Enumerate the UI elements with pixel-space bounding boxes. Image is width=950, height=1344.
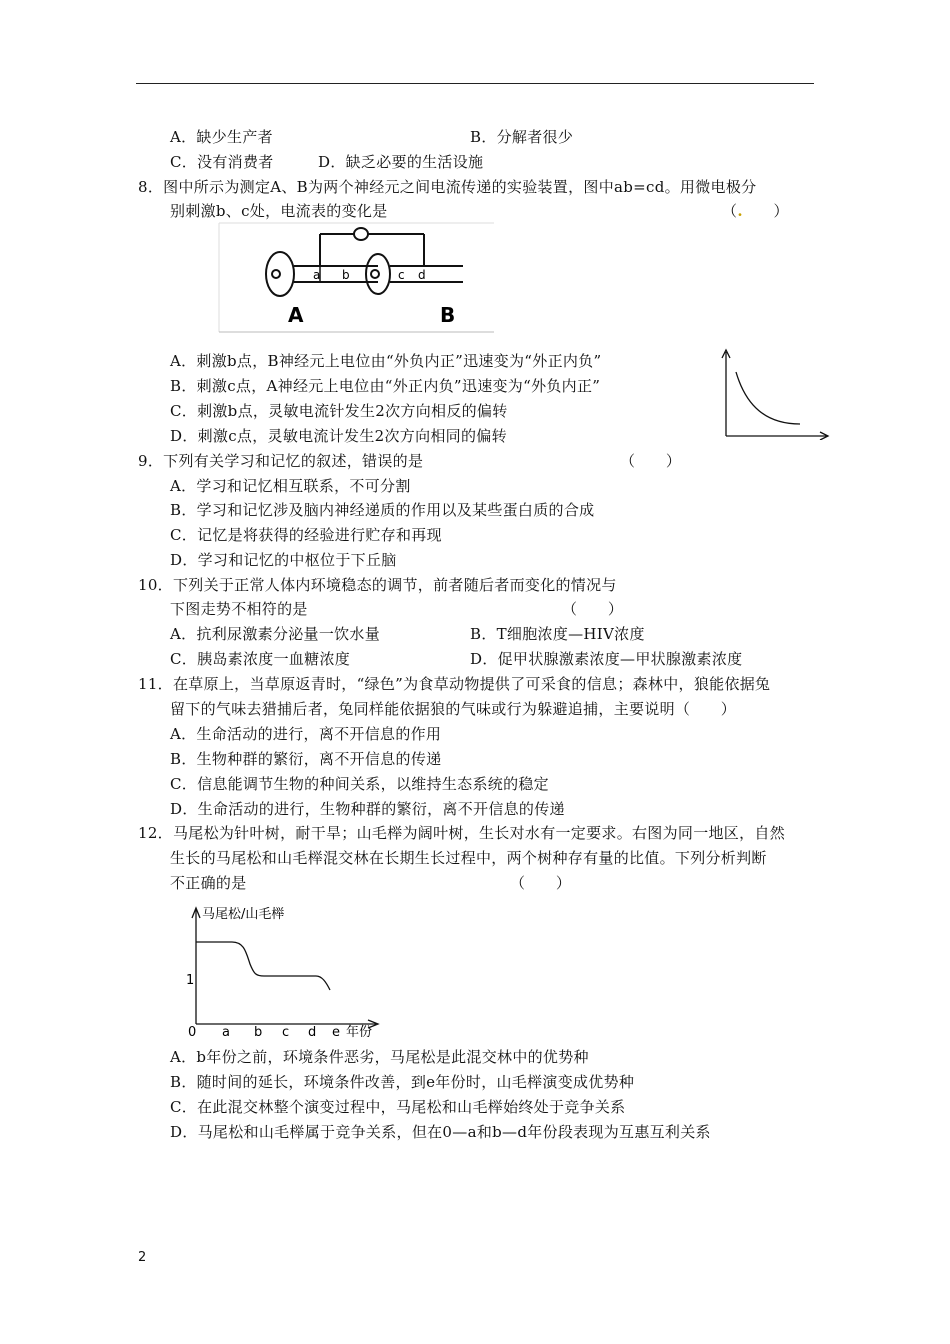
q8-stem-line2: 别刺激b、c处，电流表的变化是 <box>170 202 388 220</box>
q8-answer-paren: （. ） <box>722 202 789 220</box>
q7-option-a: A．缺少生产者 <box>170 128 273 146</box>
label-neuron-a: A <box>288 303 304 327</box>
xtick-a: a <box>222 1025 230 1038</box>
q11-option-a: A．生命活动的进行，离不开信息的作用 <box>170 725 442 743</box>
decreasing-curve-figure <box>716 346 832 440</box>
q12-option-b: B．随时间的延长，环境条件改善，到e年份时，山毛榉演变成优势种 <box>170 1073 635 1091</box>
q11-option-b: B．生物种群的繁衍，离不开信息的传递 <box>170 750 442 768</box>
q12-option-a: A．b年份之前，环境条件恶劣，马尾松是此混交林中的优势种 <box>170 1048 589 1066</box>
chart-ylabel: 马尾松/山毛榉 <box>202 907 285 922</box>
q11-option-c: C．信息能调节生物的种间关系，以维持生态系统的稳定 <box>170 775 549 793</box>
q12-option-c: C．在此混交林整个演变过程中，马尾松和山毛榉始终处于竞争关系 <box>170 1098 626 1116</box>
label-c: c <box>398 268 405 282</box>
q10-option-d: D．促甲状腺激素浓度—甲状腺激素浓度 <box>470 650 743 668</box>
xtick-d: d <box>308 1025 317 1038</box>
q12-stem-line2: 生长的马尾松和山毛榉混交林在长期生长过程中，两个树种存有量的比值。下列分析判断 <box>170 849 767 867</box>
q12-stem-line1: 12．马尾松为针叶树，耐干旱；山毛榉为阔叶树，生长对水有一定要求。右图为同一地区，自然 <box>138 824 785 842</box>
xtick-c: c <box>282 1025 290 1038</box>
label-b: b <box>342 268 350 282</box>
q8-option-d: D．刺激c点，灵敏电流计发生2次方向相同的偏转 <box>170 427 507 445</box>
q9-option-a: A．学习和记忆相互联系，不可分割 <box>170 477 411 495</box>
q9-stem: 9．下列有关学习和记忆的叙述，错误的是 <box>138 452 424 470</box>
q8-option-a: A．刺激b点，B神经元上电位由“外负内正”迅速变为“外正内负” <box>170 352 602 370</box>
q10-answer-paren: （ ） <box>562 600 624 618</box>
neuron-apparatus-figure <box>218 222 496 334</box>
q11-stem-line1: 11．在草原上，当草原返青时，“绿色”为食草动物提供了可采食的信息；森林中，狼能依据兔 <box>138 675 771 693</box>
q9-option-b: B．学习和记忆涉及脑内神经递质的作用以及某些蛋白质的合成 <box>170 501 595 519</box>
q9-option-d: D．学习和记忆的中枢位于下丘脑 <box>170 551 397 569</box>
q7-option-d: D．缺乏必要的生活设施 <box>318 153 484 171</box>
q9-answer-paren: （ ） <box>620 452 682 470</box>
label-neuron-b: B <box>440 303 456 327</box>
q8-option-b: B．刺激c点，A神经元上电位由“外正内负”迅速变为“外负内正” <box>170 377 601 395</box>
page-number: 2 <box>138 1250 147 1265</box>
q12-answer-paren: （ ） <box>510 874 572 892</box>
header-rule <box>136 83 814 84</box>
xtick-e: e <box>332 1025 340 1038</box>
ratio-curve <box>196 942 330 990</box>
q12-stem-line3: 不正确的是 <box>170 874 247 892</box>
q10-stem-line1: 10．下列关于正常人体内环境稳态的调节，前者随后者而变化的情况与 <box>138 576 617 594</box>
q10-option-c: C．胰岛素浓度一血糖浓度 <box>170 650 351 668</box>
q7-option-b: B．分解者很少 <box>470 128 574 146</box>
xtick-0: 0 <box>188 1025 197 1038</box>
q10-stem-line2: 下图走势不相符的是 <box>170 600 308 618</box>
q10-option-a: A．抗利尿激素分泌量一饮水量 <box>170 625 381 643</box>
xtick-b: b <box>254 1025 263 1038</box>
q10-option-b: B．T细胞浓度—HIV浓度 <box>470 625 645 643</box>
chart-xlabel: 年份 <box>346 1025 373 1038</box>
q12-option-d: D．马尾松和山毛榉属于竞争关系，但在0—a和b—d年份段表现为互惠互利关系 <box>170 1123 711 1141</box>
q9-option-c: C．记忆是将获得的经验进行贮存和再现 <box>170 526 442 544</box>
q11-option-d: D．生命活动的进行，生物种群的繁衍，离不开信息的传递 <box>170 800 565 818</box>
label-a: a <box>313 268 321 282</box>
ratio-line-chart <box>180 898 390 1038</box>
q11-stem-line2: 留下的气味去猎捕后者，兔同样能依据狼的气味或行为躲避追捕，主要说明（ ） <box>170 700 737 718</box>
q7-option-c: C．没有消费者 <box>170 153 274 171</box>
label-d: d <box>418 268 426 282</box>
q8-option-c: C．刺激b点，灵敏电流针发生2次方向相反的偏转 <box>170 402 508 420</box>
q8-stem-line1: 8．图中所示为测定A、B为两个神经元之间电流传递的实验装置，图中ab=cd。用微电极分 <box>138 178 757 196</box>
chart-ytick-1: 1 <box>186 973 195 988</box>
